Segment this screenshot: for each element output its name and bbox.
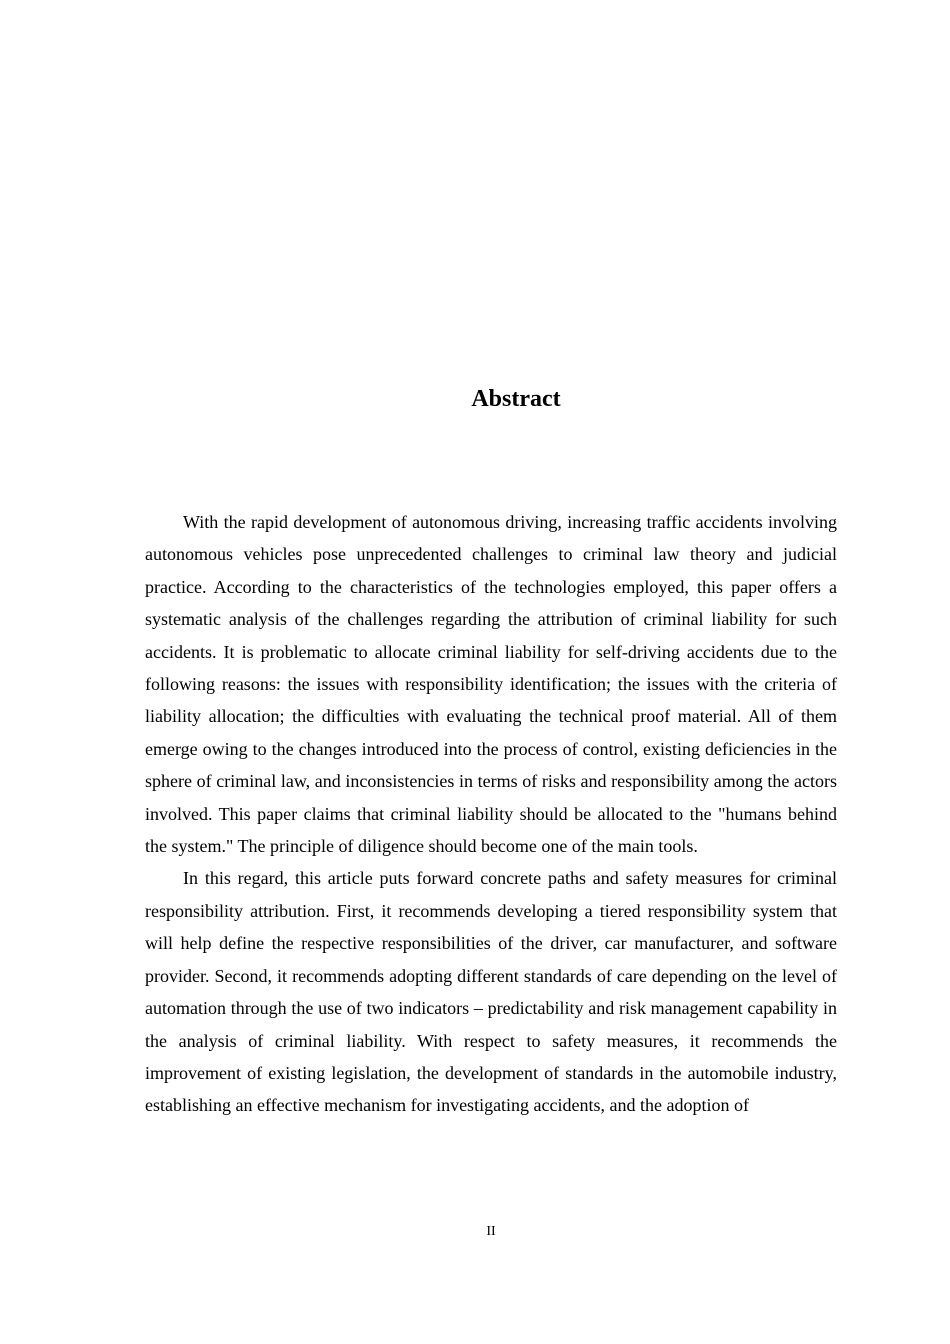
abstract-paragraph-1: With the rapid development of autonomous driving, increasing traffic accidents involving autonomous vehicles pose unprecedented challenges to criminal law theory and judicial practice. According to the characteristics of the technologies employed, this paper offers a systematic analysis of the challenges regarding the attribution of criminal liability for such accidents. It is problematic to allocate criminal liability for self-driving accidents due to the following reasons: the issues with responsibility identification; the issues with the criteria of liability allocation; the difficulties with evaluating the technical proof material. All of them emerge owing to the changes introduced into the process of control, existing deficiencies in the sphere of criminal law, and inconsistencies in terms of risks and responsibility among the actors involved. This paper claims that criminal liability should be allocated to the "humans behind the system." The principle of diligence should become one of the main tools. [145,512,837,857]
page-number: II [486,1224,496,1239]
abstract-paragraph-2: In this regard, this article puts forward concrete paths and safety measures for criminal responsibility attribution. First, it recommends developing a tiered responsibility system that will help define the respective responsibilities of the driver, car manufacturer, and software provider. Second, it recommends adopting different standards of care depending on the level of automation through the use of two indicators – predictability and risk management capability in the analysis of criminal liability. With respect to safety measures, it recommends the improvement of existing legislation, the development of standards in the automobile industry, establishing an effective mechanism for investigating accidents, and the adoption of [145,868,837,1116]
abstract-body [145,506,837,1122]
abstract-title: Abstract [471,386,561,412]
